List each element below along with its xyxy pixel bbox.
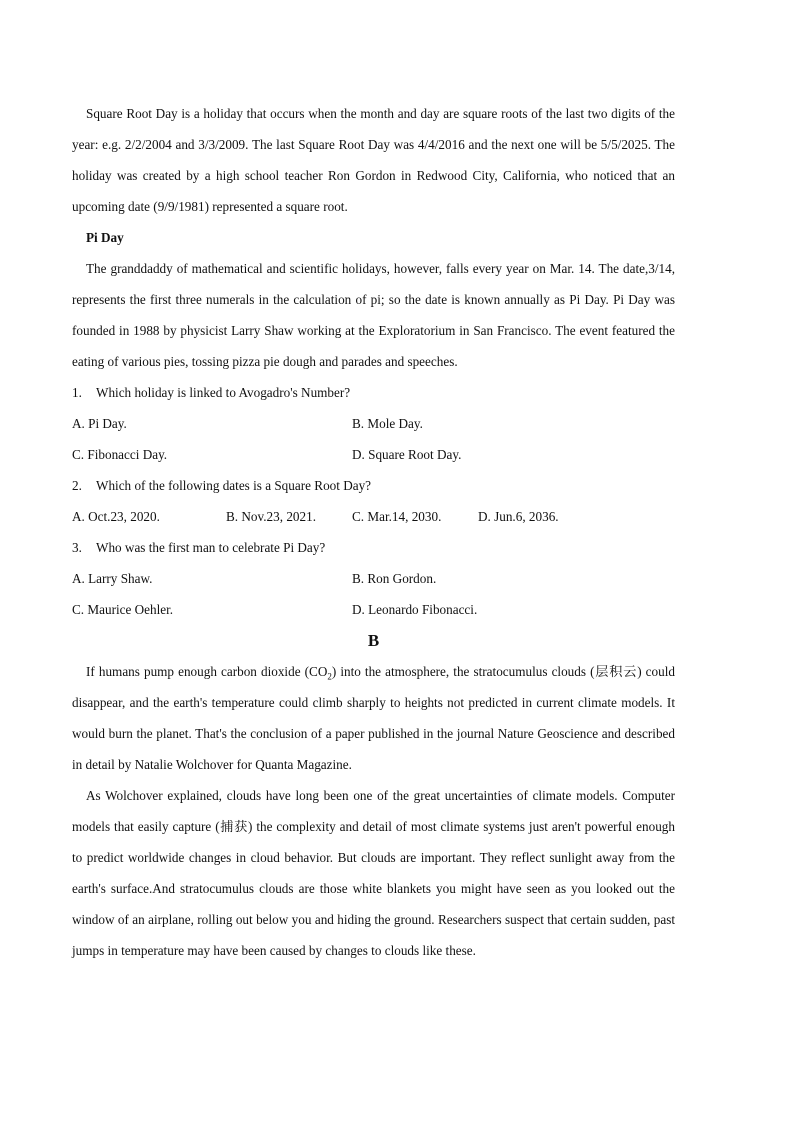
p1-text-start: If humans pump enough carbon dioxide (CO: [86, 664, 328, 679]
option-c: C. Maurice Oehler.: [72, 602, 174, 617]
section-b-paragraph-1: [72, 656, 675, 780]
p1-text-end: ) into the atmosphere, the stratocumulus clouds (层积云) could disappear, and the earth's temperature could climb sharply to heights not predicted in current climate models. It would burn the planet. That's the conclusion of a paper published in the journal Nature Geoscience and described in detail by Natalie Wolchover for Quanta Magazine.: [72, 664, 675, 772]
pi-day-paragraph: The granddaddy of mathematical and scientific holidays, however, falls every year on Mar. 14. The date,3/14, represents the first three numerals in the calculation of pi; so the date is known annually as Pi Day. Pi Day was founded in 1988 by physicist Larry Shaw working at the Exploratorium in San Francisco. The event featured the eating of various pies, tossing pizza pie dough and parades and speeches.: [72, 261, 675, 369]
co2-subscript: 2: [327, 671, 332, 682]
question-3: [72, 532, 675, 625]
section-b-title: B: [367, 631, 380, 650]
option-c: C. Mar.14, 2030.: [352, 509, 442, 524]
question-number: 2.: [72, 478, 82, 493]
option-d: D. Leonardo Fibonacci.: [352, 602, 478, 617]
question-number: 1.: [72, 385, 82, 400]
pi-day-heading: Pi Day: [86, 230, 124, 245]
square-root-day-paragraph: Square Root Day is a holiday that occurs when the month and day are square roots of the last two digits of the year: e.g. 2/2/2004 and 3/3/2009. The last Square Root Day was 4/4/2016 and the next one will be 5/5/2025. The holiday was created by a high school teacher Ron Gordon in Redwood City, California, who noticed that an upcoming date (9/9/1981) represented a square root.: [72, 106, 675, 214]
option-b: B. Mole Day.: [352, 416, 423, 431]
option-d: D. Square Root Day.: [352, 447, 462, 462]
option-b: B. Ron Gordon.: [352, 571, 437, 586]
question-1: [72, 377, 675, 470]
question-text: Which of the following dates is a Square Root Day?: [96, 478, 372, 493]
question-text: Who was the first man to celebrate Pi Day?: [96, 540, 326, 555]
option-c: C. Fibonacci Day.: [72, 447, 168, 462]
option-a: A. Oct.23, 2020.: [72, 509, 160, 524]
question-number: 3.: [72, 540, 82, 555]
question-text: Which holiday is linked to Avogadro's Number?: [96, 385, 351, 400]
document-page: [72, 98, 675, 966]
option-b: B. Nov.23, 2021.: [226, 509, 316, 524]
option-d: D. Jun.6, 2036.: [478, 509, 559, 524]
option-a: A. Pi Day.: [72, 416, 127, 431]
question-2: [72, 470, 675, 532]
section-b-paragraph-2: As Wolchover explained, clouds have long been one of the great uncertainties of climate models. Computer models that easily capture (捕获) the complexity and detail of most climate systems just aren't powerful enough to predict worldwide changes in cloud behavior. But clouds are important. They reflect sunlight away from the earth's surface.And stratocumulus clouds are those white blankets you might have seen as you looked out the window of an airplane, rolling out below you and hiding the ground. Researchers suspect that certain sudden, past jumps in temperature may have been caused by changes to clouds like these.: [72, 788, 675, 958]
option-a: A. Larry Shaw.: [72, 571, 153, 586]
